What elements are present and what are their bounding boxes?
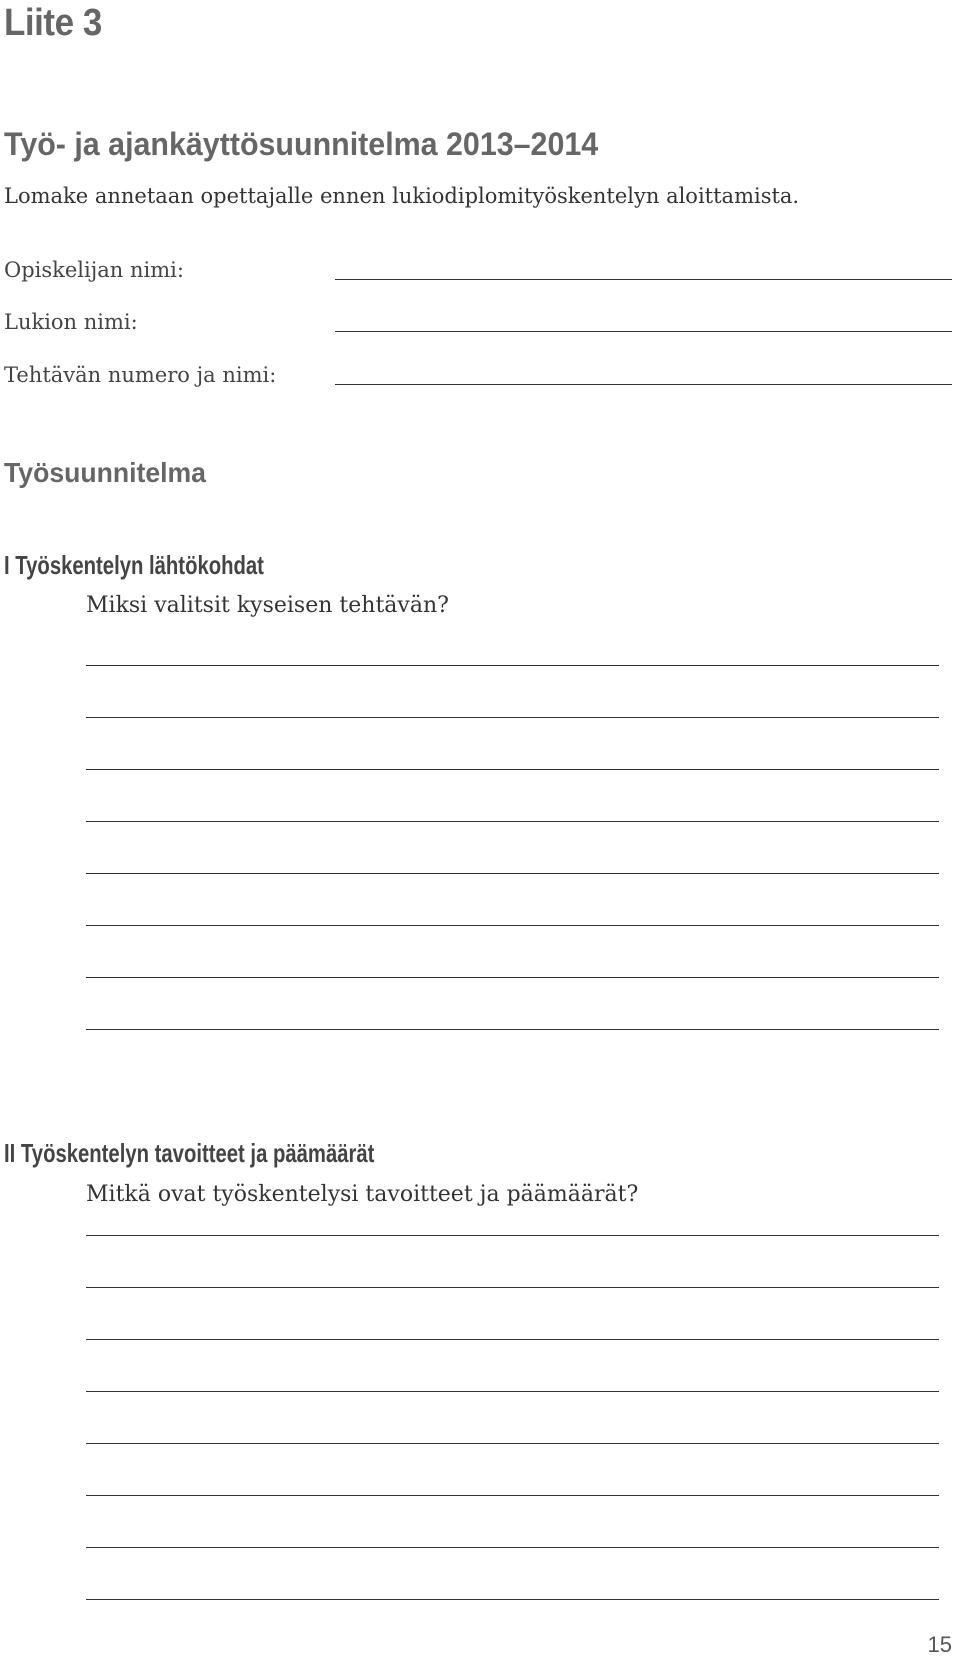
answer-line[interactable] — [86, 1287, 939, 1288]
answer-line[interactable] — [86, 769, 939, 770]
answer-line[interactable] — [86, 1235, 939, 1236]
section-heading: I Työskentelyn lähtökohdat — [4, 550, 264, 580]
appendix-title: Liite 3 — [4, 2, 102, 44]
section-question: Mitkä ovat työskentelysi tavoitteet ja päämäärät? — [86, 1182, 639, 1207]
student-name-field[interactable] — [335, 279, 952, 280]
answer-line[interactable] — [86, 1391, 939, 1392]
school-name-label: Lukion nimi: — [4, 310, 138, 334]
student-name-label: Opiskelijan nimi: — [4, 258, 184, 282]
form-intro: Lomake annetaan opettajalle ennen lukiodiplomityöskentelyn aloittamista. — [4, 184, 800, 208]
answer-line[interactable] — [86, 977, 939, 978]
answer-line[interactable] — [86, 873, 939, 874]
school-name-field[interactable] — [335, 331, 952, 332]
answer-line[interactable] — [86, 717, 939, 718]
answer-line[interactable] — [86, 1495, 939, 1496]
task-number-name-label: Tehtävän numero ja nimi: — [4, 363, 277, 387]
section-heading: II Työskentelyn tavoitteet ja päämäärät — [4, 1138, 375, 1168]
answer-line[interactable] — [86, 821, 939, 822]
page-number: 15 — [927, 1632, 952, 1657]
form-title: Työ- ja ajankäyttösuunnitelma 2013–2014 — [4, 126, 599, 162]
answer-line[interactable] — [86, 665, 939, 666]
answer-line[interactable] — [86, 1599, 939, 1600]
answer-line[interactable] — [86, 1547, 939, 1548]
answer-line[interactable] — [86, 1339, 939, 1340]
answer-line[interactable] — [86, 1029, 939, 1030]
answer-line[interactable] — [86, 925, 939, 926]
section-question: Miksi valitsit kyseisen tehtävän? — [86, 593, 449, 618]
answer-line[interactable] — [86, 1443, 939, 1444]
task-number-name-field[interactable] — [335, 384, 952, 385]
plan-heading: Työsuunnitelma — [4, 457, 206, 488]
